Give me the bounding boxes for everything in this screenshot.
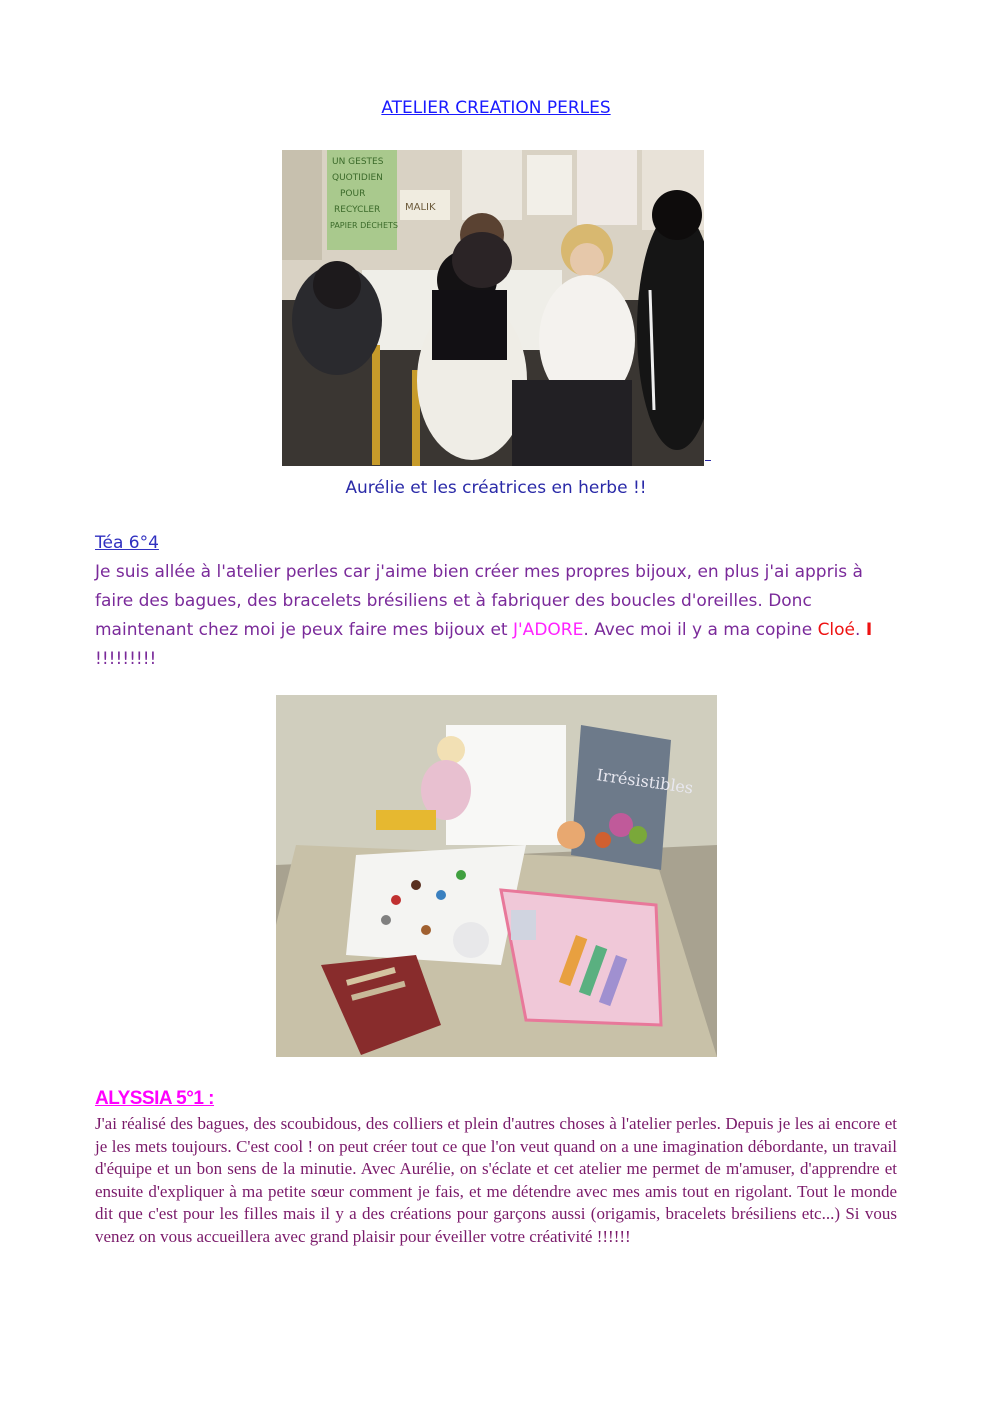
tea-text-part2: . Avec moi il y a ma copine — [583, 620, 818, 640]
creations-photo — [276, 695, 717, 1057]
poster-text-3: POUR — [340, 189, 366, 199]
tea-text-part4: !!!!!!!!! — [95, 649, 157, 669]
tea-highlight-i: I — [865, 620, 873, 640]
photo-caption: Aurélie et les créatrices en herbe !! — [345, 478, 647, 498]
section-heading-alyssia: ALYSSIA 5°1 : — [95, 1088, 215, 1109]
poster-text-2: QUOTIDIEN — [332, 173, 383, 183]
tea-text-part3: . — [855, 620, 866, 640]
section-body-tea — [95, 558, 895, 674]
poster-text-1: UN GESTES — [332, 157, 384, 167]
section-body-alyssia: J'ai réalisé des bagues, des scoubidous, des colliers et plein d'autres choses à l'atelier perles. Depuis je les ai encore et je les mets toujours. C'est cool ! on peut créer tout ce que l'on veut quand on a une imagination débordante, un travail d'équipe et un bon sens de la minutie. Avec Aurélie, on s'éclate et cet atelier me permet de m'amuser, d'apprendre et ensuite d'expliquer à ma petite sœur comment je fais, et me détendre avec mes amis tout en rigolant. Tout le monde dit que c'est pour les filles mais il y a des créations pour garçons aussi (origamis, bracelets brésiliens etc...) Si vous venez on vous accueillera avec grand plaisir pour éveiller votre créativité !!!!!! — [95, 1114, 897, 1246]
book-title: Irrésistibles — [595, 765, 695, 798]
poster-name: MALIK — [405, 202, 436, 213]
tea-text-part1: Je suis allée à l'atelier perles car j'aime bien créer mes propres bijoux, en plus j'ai appris à faire des bagues, des bracelets brésiliens et à fabriquer des boucles d'oreilles. Donc maintenant chez moi je peux faire mes bijoux et — [95, 562, 863, 640]
poster-text-4: RECYCLER — [334, 205, 381, 215]
workshop-photo-illustration — [282, 150, 704, 466]
section-heading-tea: Téa 6°4 — [95, 533, 159, 553]
beading-book — [571, 725, 671, 870]
link-underline-fragment — [705, 460, 711, 461]
tea-highlight-cloe: Cloé — [817, 620, 856, 640]
poster-text-5: PAPIER DÉCHETS — [330, 221, 398, 230]
page-title: ATELIER CREATION PERLES — [381, 98, 611, 118]
tea-highlight-jadore: J'ADORE — [513, 620, 584, 640]
creations-photo-illustration — [276, 695, 717, 1057]
workshop-photo — [282, 150, 704, 466]
